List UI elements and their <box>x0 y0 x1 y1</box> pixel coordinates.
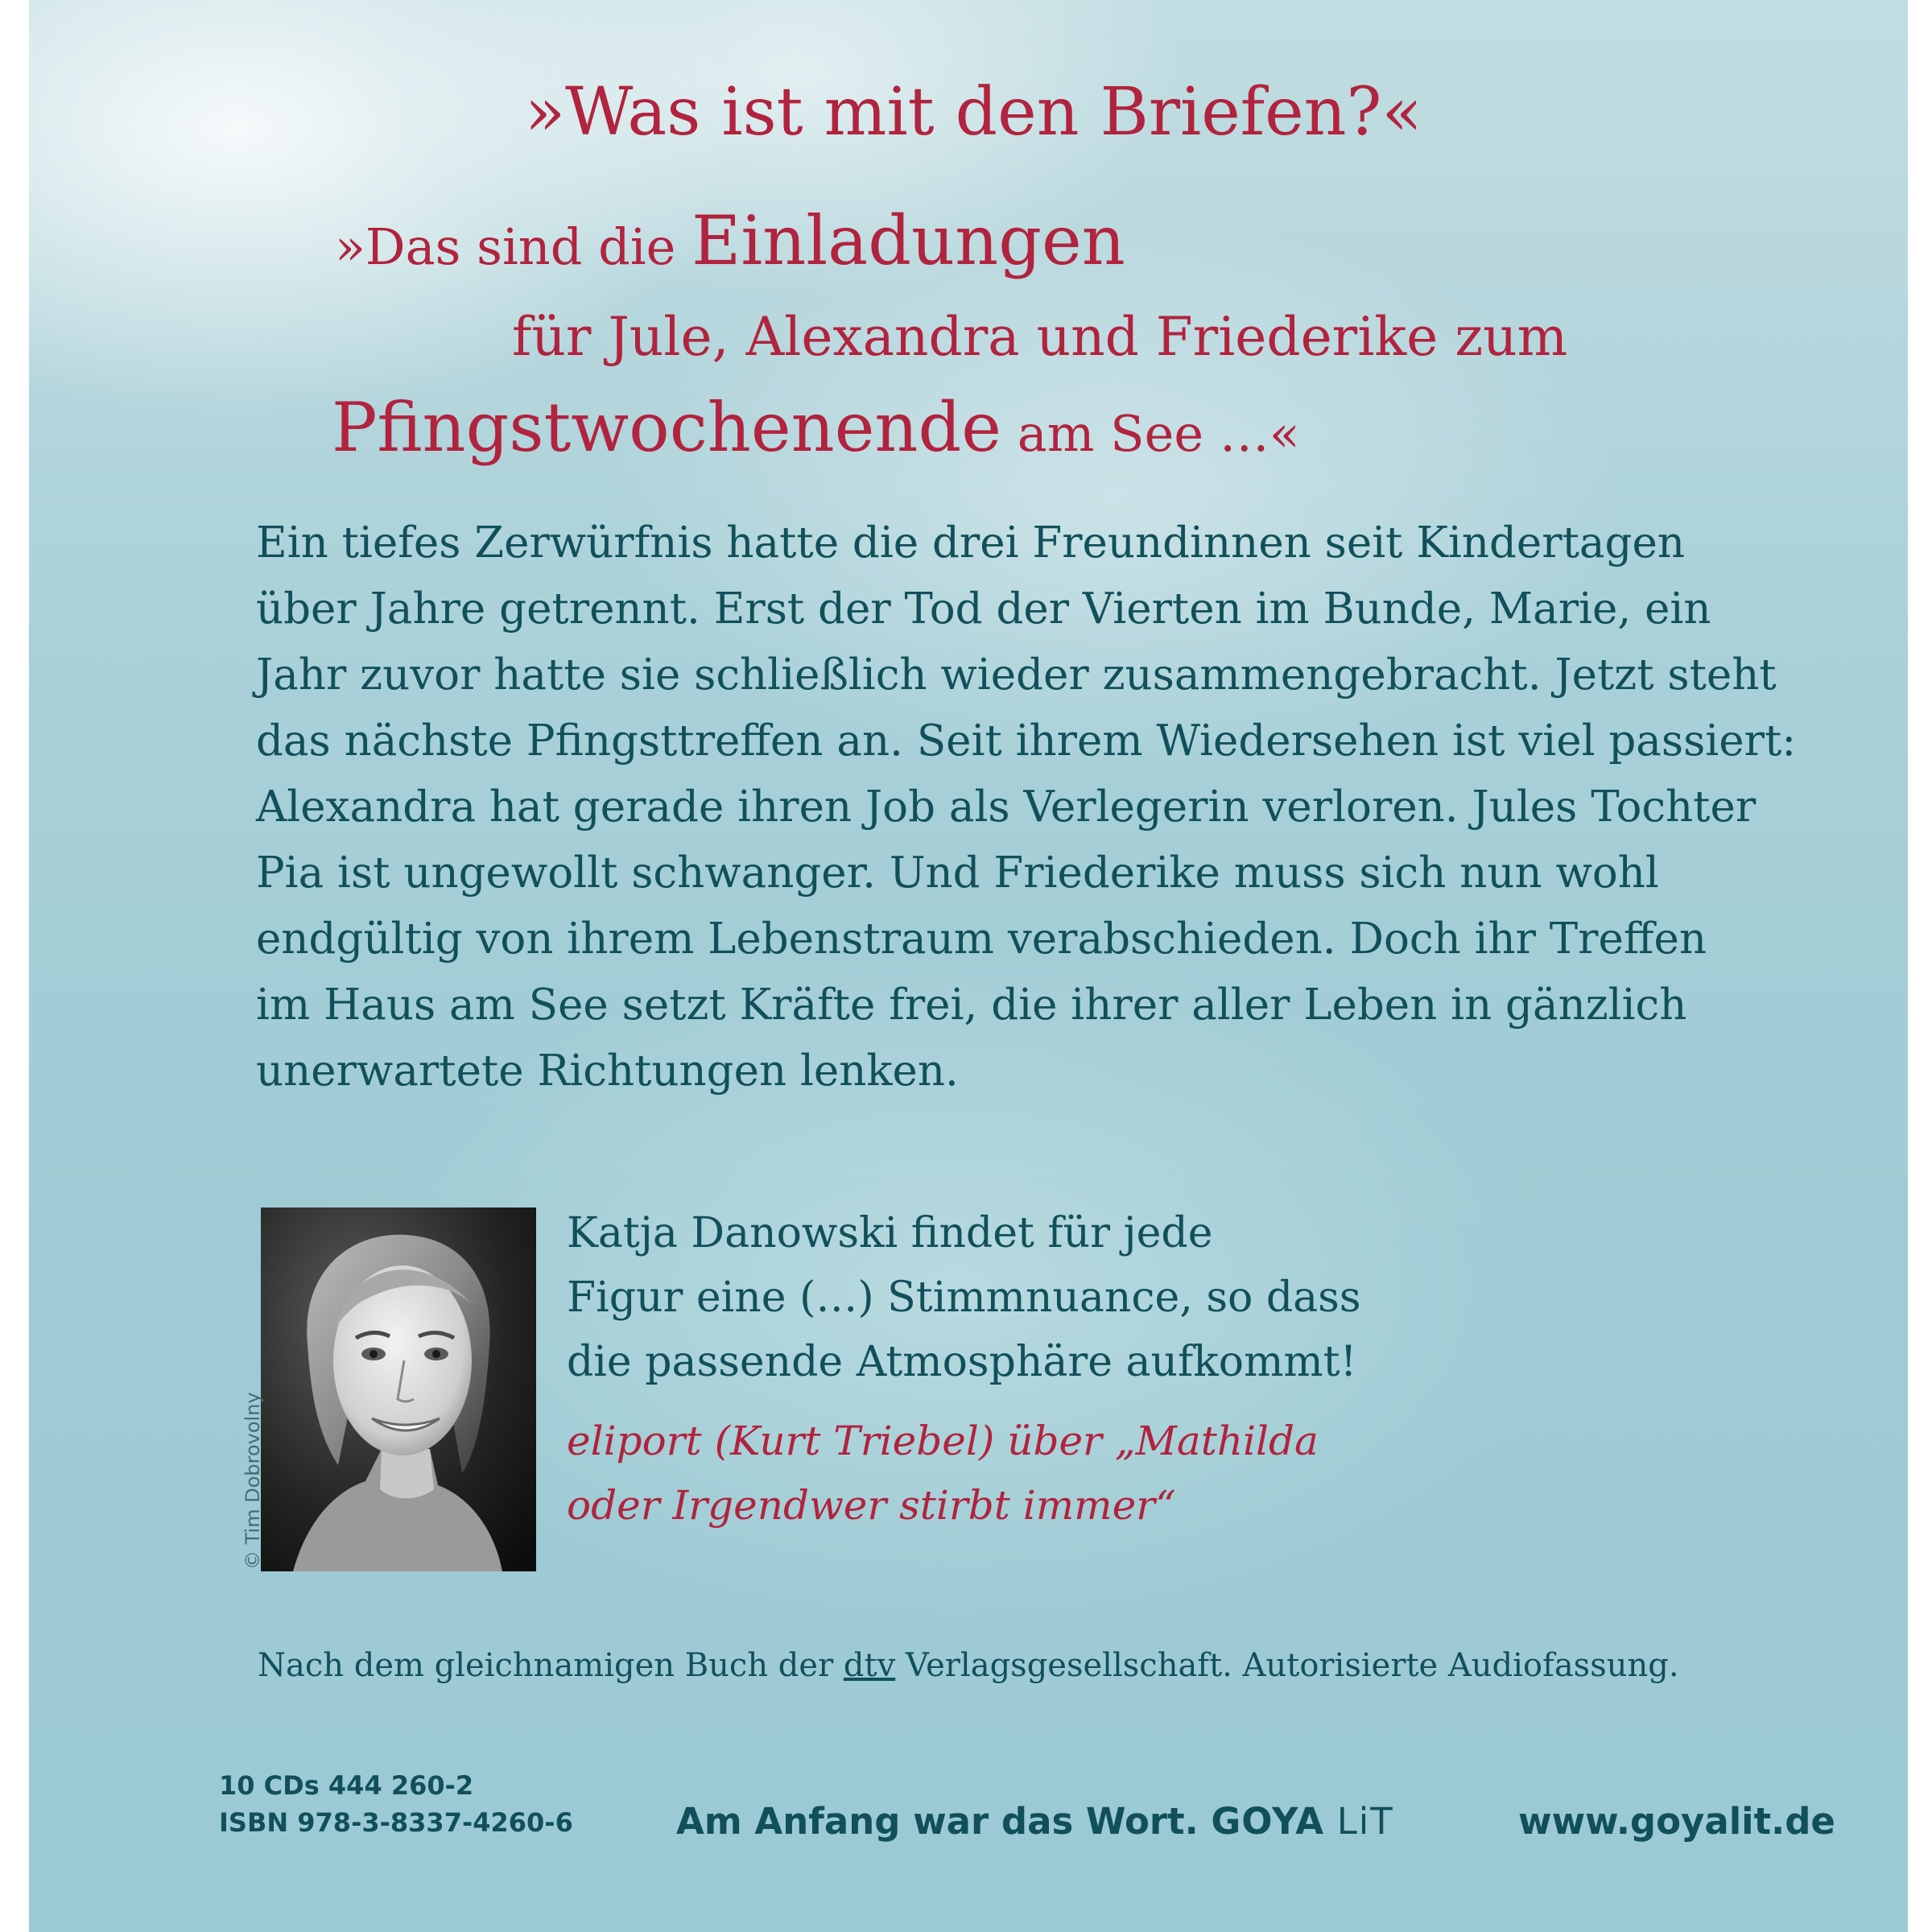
cd-back-cover <box>29 0 1908 1932</box>
quote-line-1: »Was ist mit den Briefen?« <box>525 74 1422 151</box>
based-on-prefix: Nach dem gleichnamigen Buch der <box>258 1647 844 1684</box>
quote-emphasis-einladungen: Einladungen <box>691 201 1125 280</box>
synopsis-line: Ein tiefes Zerwürfnis hatte die drei Freundinnen seit Kindertagen <box>256 518 1685 568</box>
publisher-dtv: dtv <box>843 1647 896 1684</box>
publisher-website: www.goyalit.de <box>1518 1800 1835 1843</box>
based-on-note <box>258 1647 1679 1684</box>
quote-line-2-prefix: »Das sind die <box>335 217 692 276</box>
quote-line-4 <box>332 388 1300 467</box>
narrator-portrait-photo <box>261 1208 536 1571</box>
synopsis-text <box>256 510 1797 1104</box>
synopsis-line: im Haus am See setzt Kräfte frei, die ihrer aller Leben in gänzlich <box>256 980 1687 1030</box>
synopsis-line: über Jahre getrennt. Erst der Tod der Vierten im Bunde, Marie, ein <box>256 584 1711 634</box>
synopsis-line: Alexandra hat gerade ihren Job als Verlegerin verloren. Jules Tochter <box>256 782 1757 832</box>
review-source-line: oder Irgendwer stirbt immer“ <box>567 1482 1176 1529</box>
review-source <box>567 1409 1468 1538</box>
photo-credit: © Tim Dobrovolny <box>242 1392 264 1570</box>
synopsis-line: das nächste Pfingsttreffen an. Seit ihrem Wiedersehen ist viel passiert: <box>256 716 1797 766</box>
lit-logo-text: LiT <box>1336 1800 1394 1843</box>
synopsis-line: Pia ist ungewollt schwanger. Und Friederike muss sich nun wohl <box>256 848 1659 898</box>
portrait-illustration <box>261 1208 536 1571</box>
synopsis-line: unerwartete Richtungen lenken. <box>256 1046 959 1096</box>
synopsis-line: endgültig von ihrem Lebenstraum verabschieden. Doch ihr Treffen <box>256 914 1707 964</box>
cd-catalog-number: 10 CDs 444 260-2 <box>219 1770 474 1801</box>
quote-line-4-suffix: am See …« <box>1001 404 1300 463</box>
review-line: die passende Atmosphäre aufkommt! <box>567 1338 1357 1386</box>
based-on-suffix: Verlagsgesellschaft. Autorisierte Audiofassung. <box>895 1647 1679 1684</box>
goya-logo-text: GOYA <box>1211 1800 1325 1843</box>
catalog-info <box>219 1767 573 1841</box>
quote-line-3: für Jule, Alexandra und Friederike zum <box>512 306 1568 368</box>
quote-line-2 <box>335 201 1125 280</box>
publisher-slogan <box>676 1800 1394 1843</box>
review-line: Katja Danowski findet für jede <box>567 1209 1213 1257</box>
quote-emphasis-pfingstwochenende: Pfingstwochenende <box>332 388 1002 467</box>
review-source-line: eliport (Kurt Triebel) über „Mathilda <box>567 1418 1319 1464</box>
synopsis-line: Jahr zuvor hatte sie schließlich wieder zusammengebracht. Jetzt steht <box>256 650 1777 700</box>
isbn-number: ISBN 978-3-8337-4260-6 <box>219 1807 573 1838</box>
review-line: Figur eine (…) Stimmnuance, so dass <box>567 1274 1361 1322</box>
slogan-text: Am Anfang war das Wort. <box>676 1800 1199 1843</box>
review-quote <box>567 1201 1468 1394</box>
